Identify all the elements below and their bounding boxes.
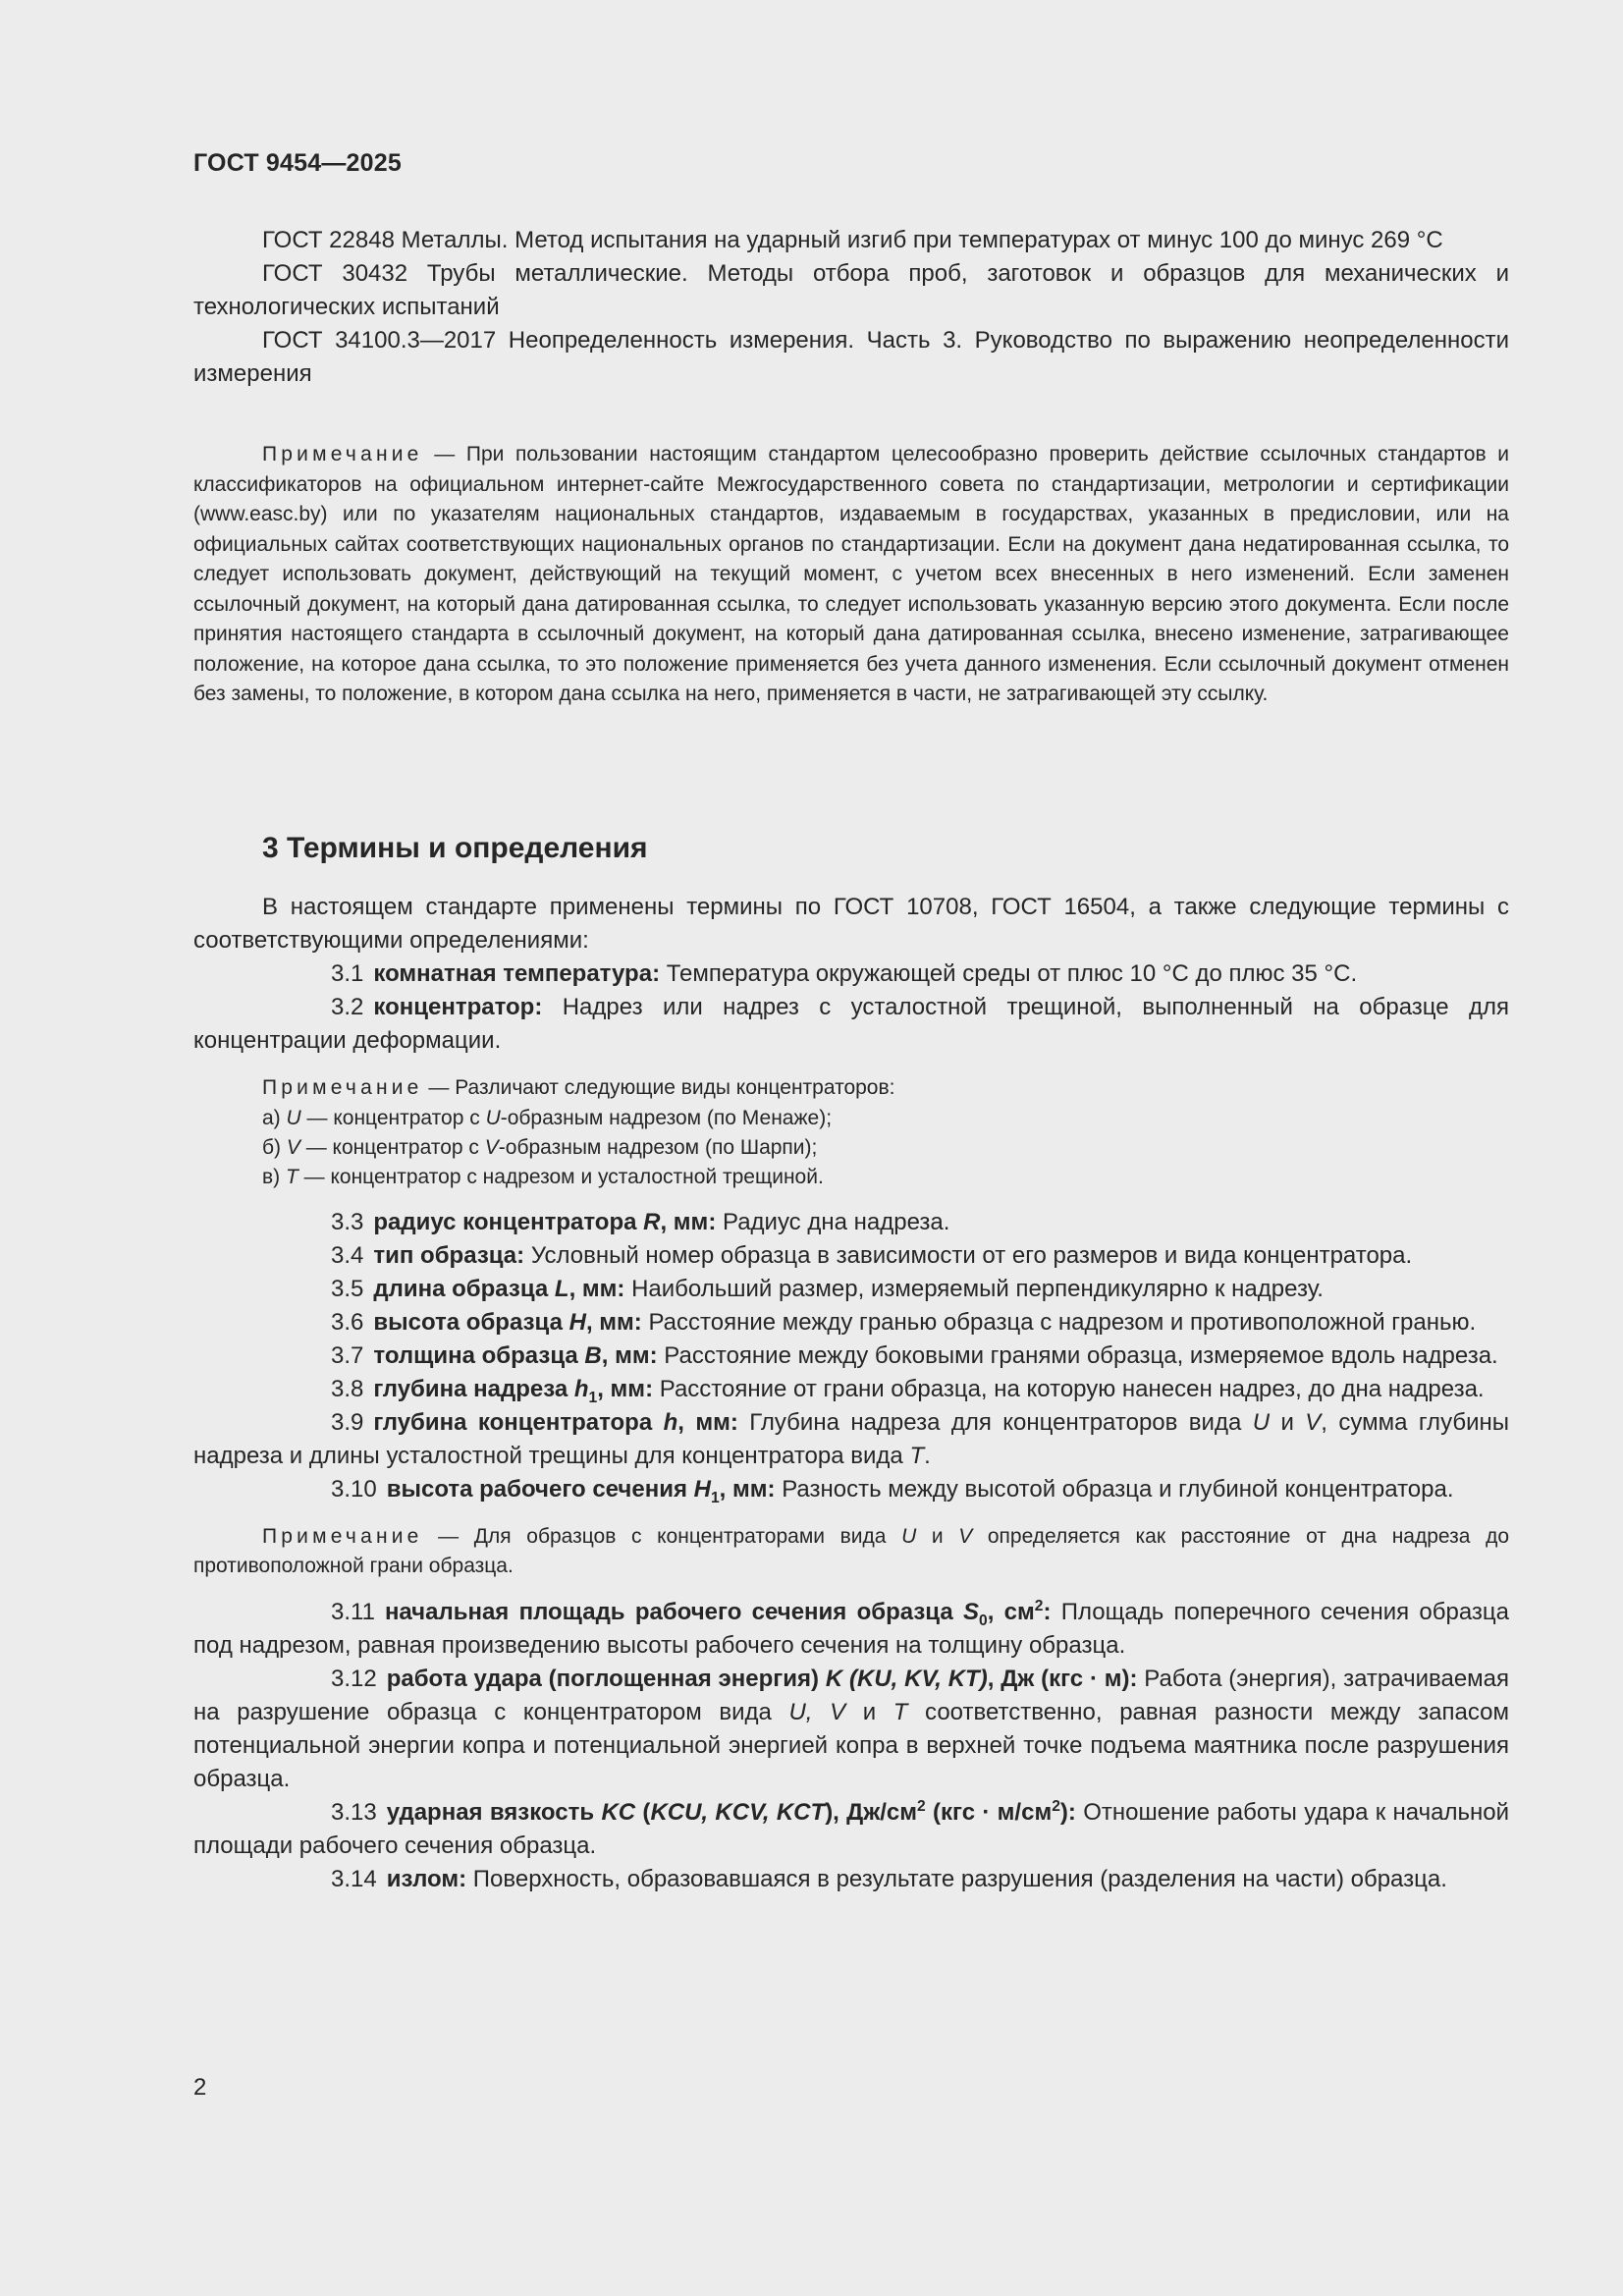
note-list-item: в) T — концентратор с надрезом и усталостной трещиной. (262, 1165, 824, 1188)
note-text: — При пользовании настоящим стандартом целесообразно проверить действие ссылочных стандартов и классификаторов на официальном интернет-сайте Межгосударственного совета по стандартизации, метрологии и сертификации (www.easc.by) или по указателям национальных стандартов, издаваемым в государствах, указанных в предисловии, или на официальных сайтах соответствующих национальных органов по стандартизации. Если на документ дана недатированная ссылка, то следует использовать документ, действующий на текущий момент, с учетом всех внесенных в него изменений. Если заменен ссылочный документ, на который дана датированная ссылка, то следует использовать указанную версию этого документа. Если после принятия настоящего стандарта в ссылочный документ, на который дана датированная ссылка, внесено изменение, затрагивающее положение, на которое дана ссылка, то это положение применяется без учета данного изменения. Если ссылочный документ отменен без замены, то положение, в котором дана ссылка на него, применяется в части, не затрагивающей эту ссылку. (193, 443, 1509, 705)
reference-item: ГОСТ 34100.3—2017 Неопределенность измерения. Часть 3. Руководство по выражению неопределенности измерения (193, 327, 1509, 387)
term-name: комнатная температура: (373, 960, 661, 987)
references-list (193, 224, 1509, 391)
term-name: начальная площадь рабочего сечения образца $S_0$, $см^2$: (384, 1597, 1052, 1629)
term-definition: Разность между высотой образца и глубиной концентратора. (782, 1475, 1454, 1503)
term-name: высота образца H, мм: (373, 1308, 642, 1336)
term-3-7: 3.7 толщина образца B, мм: Расстояние между боковыми гранями образца, измеряемое вдоль надреза. (331, 1341, 1498, 1369)
term-name: высота рабочего сечения $H_1$, мм: (386, 1475, 776, 1506)
term-name: работа удара (поглощенная энергия) K (KU, KV, KT), Дж (кгс · м): (386, 1665, 1138, 1692)
note-label: Примечание (262, 1076, 423, 1099)
note-list-item: а) U — концентратор с U-образным надрезом (по Менаже); (262, 1106, 833, 1129)
section-body (193, 891, 1509, 1896)
note-label: Примечание (262, 443, 423, 465)
term-definition: Расстояние от грани образца, на которую нанесен надрез, до дна надреза. (659, 1375, 1485, 1402)
note-label: Примечание (262, 1524, 423, 1548)
term-definition: Глубина надреза для концентраторов вида U и V, сумма глубины надреза и длины усталостной трещины для концентратора вида T. (193, 1408, 1509, 1469)
term-3-6: 3.6 высота образца H, мм: Расстояние между гранью образца с надрезом и противоположной гранью. (331, 1308, 1477, 1336)
term-name: глубина надреза $h_1$, мм: (373, 1375, 654, 1406)
note-block (193, 440, 1509, 710)
term-name: концентратор: (373, 994, 543, 1020)
term-3-13: 3.13 ударная вязкость KC (KCU, KCV, KCT), $Дж/см^2$ $(кгс \cdot м/см^2)$: Отношение работы удара к начальной площади рабочего сечения образца. (193, 1797, 1509, 1859)
section-intro: В настоящем стандарте применены термины по ГОСТ 10708, ГОСТ 16504, а также следующие термины с соответствующими определениями: (193, 894, 1509, 954)
note-block (193, 1073, 1509, 1192)
term-3-11: 3.11 начальная площадь рабочего сечения образца $S_0$, $см^2$: Площадь поперечного сечения образца под надрезом, равная произведению высоты рабочего сечения на толщину образца. (193, 1597, 1510, 1659)
term-3-3: 3.3 радиус концентратора R, мм: Радиус дна надреза. (331, 1208, 950, 1235)
term-3-5: 3.5 длина образца L, мм: Наибольший размер, измеряемый перпендикулярно к надрезу. (331, 1275, 1324, 1302)
term-3-9: 3.9 глубина концентратора h, мм: Глубина надреза для концентраторов вида U и V, сумма глубины надреза и длины усталостной трещины для концентратора вида T. (193, 1408, 1509, 1469)
term-definition: Надрез или надрез с усталостной трещиной, выполненный на образце для концентрации деформации. (193, 994, 1509, 1054)
note-text: — Различают следующие виды концентраторов: (422, 1076, 895, 1099)
term-definition: Площадь поперечного сечения образца под надрезом, равная произведению высоты рабочего сечения на толщину образца. (193, 1598, 1510, 1659)
term-definition: Поверхность, образовавшаяся в результате разрушения (разделения на части) образца. (472, 1865, 1447, 1892)
term-name: радиус концентратора R, мм: (373, 1208, 717, 1235)
term-definition: Температура окружающей среды от плюс 10 °С до плюс 35 °С. (666, 960, 1358, 987)
term-definition: Наибольший размер, измеряемый перпендикулярно к надрезу. (631, 1275, 1324, 1302)
term-3-4: 3.4 тип образца: Условный номер образца в зависимости от его размеров и вида концентратора. (331, 1241, 1413, 1269)
note-block: Примечание — Для образцов с концентраторами вида U и V определяется как расстояние от дна надреза до противоположной грани образца. (193, 1524, 1509, 1577)
reference-item: ГОСТ 30432 Трубы металлические. Методы отбора проб, заготовок и образцов для механических и технологических испытаний (193, 260, 1509, 320)
reference-item: ГОСТ 22848 Металлы. Метод испытания на ударный изгиб при температурах от минус 100 до минус 269 °С (262, 227, 1443, 253)
page-number: 2 (193, 2074, 207, 2101)
note-list-item: б) V — концентратор с V-образным надрезом (по Шарпи); (262, 1135, 818, 1159)
term-name: тип образца: (373, 1241, 525, 1269)
term-definition: Работа (энергия), затрачиваемая на разрушение образца с концентратором вида U, V и T соответственно, равная разности между запасом потенциальной энергии копра и потенциальной энергией копра в верхней точке подъема маятника после разрушения образца. (193, 1665, 1510, 1792)
term-3-1: 3.1 комнатная температура: Температура окружающей среды от плюс 10 °С до плюс 35 °С. (331, 960, 1358, 987)
term-name: глубина концентратора h, мм: (373, 1408, 738, 1436)
term-name: длина образца L, мм: (373, 1275, 625, 1302)
term-definition: Расстояние между боковыми гранями образца, измеряемое вдоль надреза. (664, 1341, 1498, 1369)
term-name: излом: (386, 1865, 467, 1892)
term-3-2: 3.2 концентратор: Надрез или надрез с усталостной трещиной, выполненный на образце для концентрации деформации. (193, 994, 1509, 1054)
term-name: толщина образца B, мм: (373, 1341, 658, 1369)
page-header: ГОСТ 9454—2025 (193, 149, 402, 177)
term-3-10: 3.10 высота рабочего сечения $H_1$, мм: Разность между высотой образца и глубиной концентратора. (331, 1475, 1454, 1506)
term-definition: Отношение работы удара к начальной площади рабочего сечения образца. (193, 1798, 1509, 1859)
term-3-12: 3.12 работа удара (поглощенная энергия) K (KU, KV, KT), Дж (кгс · м): Работа (энергия), затрачиваемая на разрушение образца с концентратором вида U, V и T соответственно, равная разности между запасом потенциальной энергии копра и потенциальной энергией копра в верхней точке подъема маятника после разрушения образца. (193, 1665, 1510, 1792)
term-3-8: 3.8 глубина надреза $h_1$, мм: Расстояние от грани образца, на которую нанесен надрез, до дна надреза. (331, 1375, 1485, 1406)
term-definition: Условный номер образца в зависимости от его размеров и вида концентратора. (530, 1241, 1413, 1269)
term-definition: Радиус дна надреза. (722, 1208, 950, 1235)
term-3-14: 3.14 излом: Поверхность, образовавшаяся в результате разрушения (разделения на части) образца. (331, 1865, 1447, 1892)
term-name: ударная вязкость KC (KCU, KCV, KCT), $Дж/см^2$ $(кгс \cdot м/см^2)$: (386, 1797, 1076, 1826)
section-heading: 3 Термины и определения (262, 832, 648, 864)
term-definition: Расстояние между гранью образца с надрезом и противоположной гранью. (648, 1308, 1477, 1336)
